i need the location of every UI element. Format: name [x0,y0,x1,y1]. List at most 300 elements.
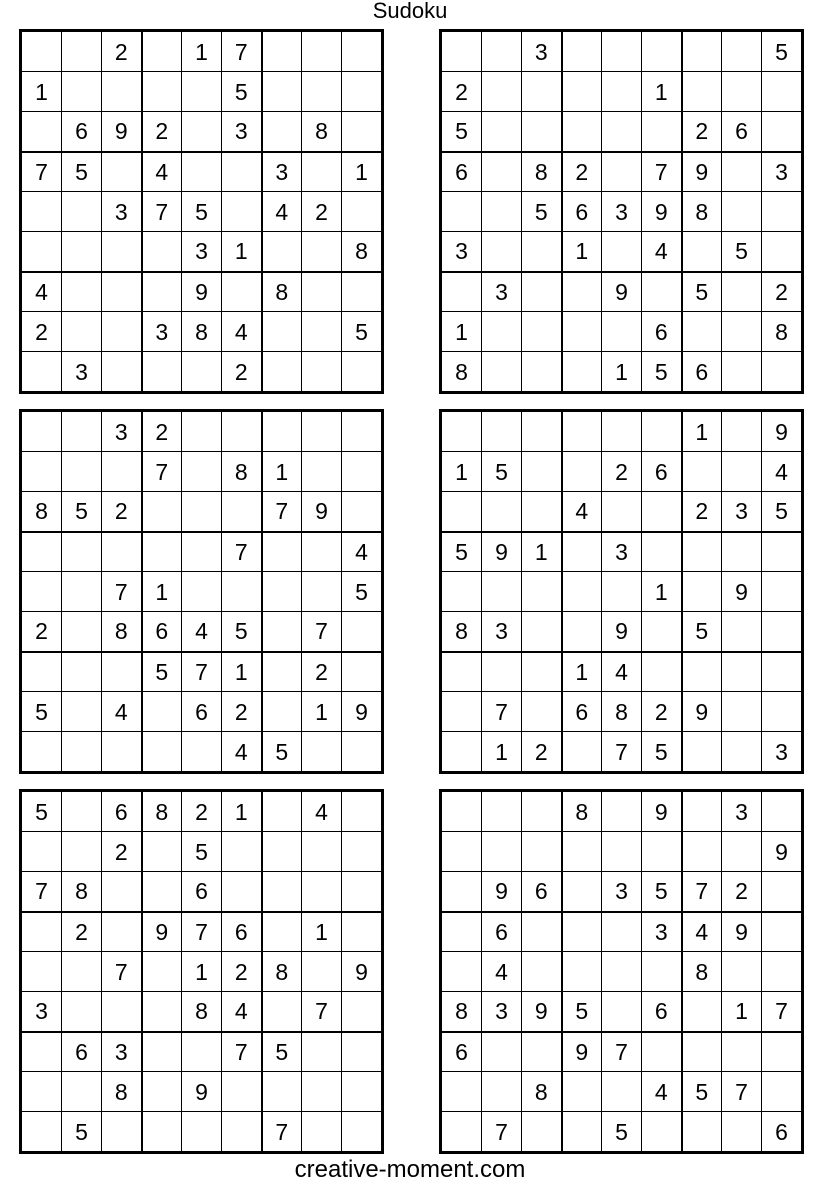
grid-row [22,572,382,612]
grid-cell: 4 [642,232,682,272]
grid-cell [102,272,142,312]
grid-cell [562,612,602,652]
grid-cell [522,612,562,652]
grid-cell: 1 [562,652,602,692]
grid-cell: 7 [602,1032,642,1072]
grid-cell [522,652,562,692]
grid-cell [22,352,62,392]
grid-cell [222,192,262,232]
grid-row [22,412,382,452]
grid-cell [602,32,642,72]
grid-cell [442,912,482,952]
grid-cell [562,272,602,312]
grid-cell [762,952,802,992]
grid-cell [682,792,722,832]
grid-row [442,912,802,952]
grid-cell [342,872,382,912]
grid-cell: 8 [442,352,482,392]
grid-cell: 5 [642,352,682,392]
grid-cell: 4 [262,192,302,232]
grid-cell [342,1032,382,1072]
grid-cell: 5 [22,792,62,832]
grid-cell [22,112,62,152]
grid-cell: 5 [22,692,62,732]
grid-cell: 2 [722,872,762,912]
grid-cell [62,192,102,232]
grid-cell: 8 [182,312,222,352]
grid-cell [722,532,762,572]
grid-cell: 6 [142,612,182,652]
grid-cell [762,192,802,232]
grid-row [442,112,802,152]
grid-cell [62,792,102,832]
grid-cell [682,532,722,572]
grid-cell [102,152,142,192]
grid-cell: 2 [102,32,142,72]
grid-cell [762,692,802,732]
grid-cell [442,1072,482,1112]
grid-cell [62,692,102,732]
grid-cell [142,532,182,572]
grid-row [442,532,802,572]
grid-cell [62,572,102,612]
grid-cell [642,412,682,452]
grid-cell [602,792,642,832]
grid-cell: 9 [522,992,562,1032]
grid-cell [262,612,302,652]
grid-row [22,232,382,272]
grid-cell [222,1072,262,1112]
grid-cell [262,32,302,72]
grid-cell: 3 [102,192,142,232]
grid-cell: 8 [22,492,62,532]
grid-row [442,412,802,452]
grid-cell: 4 [642,1072,682,1112]
grid-cell [682,732,722,772]
grid-cell: 3 [642,912,682,952]
grid-row [22,352,382,392]
grid-row [442,952,802,992]
grid-cell: 5 [262,1032,302,1072]
grid-cell [522,792,562,832]
grid-row [22,192,382,232]
grid-cell [442,792,482,832]
grid-cell [562,912,602,952]
grid-row [22,872,382,912]
grid-cell [262,72,302,112]
grid-cell: 8 [262,952,302,992]
grid-cell: 7 [762,992,802,1032]
grid-cell: 5 [522,192,562,232]
grid-cell [262,352,302,392]
grid-cell [762,532,802,572]
grid-cell [262,232,302,272]
grid-cell [522,352,562,392]
grid-cell: 2 [22,612,62,652]
grid-cell [222,492,262,532]
grid-cell: 5 [182,192,222,232]
grid-cell [22,32,62,72]
grid-cell: 6 [482,912,522,952]
grid-row [22,952,382,992]
grid-cell [62,32,102,72]
grid-cell: 2 [442,72,482,112]
grid-cell: 9 [762,832,802,872]
grid-cell [142,872,182,912]
grid-cell: 8 [222,452,262,492]
grid-cell [522,912,562,952]
grid-cell: 1 [442,452,482,492]
grid-cell: 2 [302,652,342,692]
grid-cell: 3 [482,992,522,1032]
grid-cell [302,272,342,312]
grid-cell [342,652,382,692]
grid-cell [522,492,562,532]
grid-cell [642,612,682,652]
grid-cell [342,732,382,772]
grid-cell [722,272,762,312]
grid-cell: 4 [682,912,722,952]
grid-row [22,1032,382,1072]
grid-cell [442,412,482,452]
grid-cell [22,412,62,452]
grid-cell [302,1032,342,1072]
grid-row [22,492,382,532]
grid-cell: 7 [482,692,522,732]
grid-cell: 1 [222,232,262,272]
grid-cell: 5 [762,492,802,532]
grid-cell: 5 [642,872,682,912]
grid-cell [182,732,222,772]
grid-cell [142,32,182,72]
grid-cell: 4 [142,152,182,192]
grid-cell [722,352,762,392]
grid-row [442,1032,802,1072]
grid-cell [262,312,302,352]
grid-cell: 3 [602,532,642,572]
grid-cell [602,112,642,152]
grid-cell [722,72,762,112]
grid-cell [262,872,302,912]
grid-cell [142,232,182,272]
grid-cell [522,232,562,272]
grid-cell [342,792,382,832]
grid-cell [522,112,562,152]
grid-row [442,492,802,532]
grid-cell [302,452,342,492]
grid-row [442,72,802,112]
grid-cell [142,832,182,872]
grid-cell [342,492,382,532]
grid-cell [342,112,382,152]
grid-cell [182,452,222,492]
grid-cell [562,412,602,452]
grid-cell: 5 [682,612,722,652]
grid-cell [102,72,142,112]
grid-cell: 5 [62,492,102,532]
grid-cell [142,272,182,312]
grid-cell: 7 [222,32,262,72]
grid-cell [602,492,642,532]
grid-cell [722,452,762,492]
grid-row [442,732,802,772]
grid-cell: 1 [182,32,222,72]
grid-cell [562,952,602,992]
grid-cell [642,32,682,72]
grid-cell [602,412,642,452]
grid-row [22,612,382,652]
grid-cell: 2 [182,792,222,832]
grid-cell [522,832,562,872]
grid-cell: 6 [62,1032,102,1072]
grid-cell: 9 [682,152,722,192]
grid-cell [22,1072,62,1112]
grid-cell: 9 [482,872,522,912]
grid-cell [602,992,642,1032]
grid-cell [262,912,302,952]
grid-cell: 8 [562,792,602,832]
grid-cell [142,1112,182,1152]
grid-cell [562,72,602,112]
grid-cell [142,952,182,992]
grid-cell: 1 [302,912,342,952]
grid-cell [522,412,562,452]
grid-cell: 4 [222,992,262,1032]
grid-cell [762,872,802,912]
grid-row [442,1112,802,1152]
grid-cell [182,1112,222,1152]
grid-cell [602,832,642,872]
grid-cell: 9 [762,412,802,452]
grid-cell [442,872,482,912]
grid-row [442,612,802,652]
grid-cell [562,532,602,572]
grid-cell [762,792,802,832]
grid-cell: 9 [342,952,382,992]
grid-cell: 4 [482,952,522,992]
grid-row [22,72,382,112]
grid-cell: 7 [22,152,62,192]
grid-row [442,312,802,352]
grid-cell [442,732,482,772]
grid-cell [62,272,102,312]
grid-cell [722,312,762,352]
grid-cell [722,192,762,232]
grid-cell [102,352,142,392]
grid-cell [482,312,522,352]
grid-cell [562,1112,602,1152]
grid-cell [442,1112,482,1152]
grid-cell: 3 [722,792,762,832]
grid-cell [342,912,382,952]
grid-cell: 7 [102,952,142,992]
grid-cell: 8 [342,232,382,272]
grid-cell: 6 [182,872,222,912]
grid-cell [182,572,222,612]
grid-cell: 9 [562,1032,602,1072]
grid-cell: 9 [342,692,382,732]
grid-cell [442,692,482,732]
grid-cell [682,572,722,612]
grid-cell [22,652,62,692]
grid-cell [682,992,722,1032]
grid-cell [642,532,682,572]
grid-row [442,192,802,232]
grid-cell: 1 [642,72,682,112]
grid-cell [222,832,262,872]
grid-cell: 9 [142,912,182,952]
grid-cell [482,492,522,532]
grid-cell: 7 [22,872,62,912]
grid-row [22,912,382,952]
grid-cell [182,532,222,572]
grid-cell [482,232,522,272]
grid-cell: 5 [142,652,182,692]
grid-cell: 4 [302,792,342,832]
grid-cell: 9 [642,792,682,832]
grid-cell: 5 [182,832,222,872]
grid-row [442,152,802,192]
grid-cell [522,312,562,352]
grid-cell [22,1032,62,1072]
grid-cell: 5 [602,1112,642,1152]
grid-cell: 1 [262,452,302,492]
grid-cell: 4 [762,452,802,492]
grid-cell [562,1072,602,1112]
grid-cell: 6 [522,872,562,912]
grid-row [22,832,382,872]
grid-cell [302,232,342,272]
grid-cell [302,872,342,912]
grid-cell [722,412,762,452]
grid-cell: 2 [602,452,642,492]
grid-cell: 2 [682,112,722,152]
grid-cell [22,532,62,572]
grid-row [22,112,382,152]
grid-cell [262,692,302,732]
grid-cell [442,832,482,872]
grid-cell [302,732,342,772]
grid-cell [222,272,262,312]
grid-cell [682,312,722,352]
grid-row [442,452,802,492]
grid-cell [262,532,302,572]
grid-cell: 7 [142,452,182,492]
grid-cell [62,832,102,872]
grid-cell: 3 [102,412,142,452]
grid-cell: 6 [442,1032,482,1072]
grid-cell [522,1032,562,1072]
grid-cell: 2 [142,412,182,452]
grid-cell [562,572,602,612]
grid-cell [262,412,302,452]
grid-cell [682,72,722,112]
grid-cell: 6 [222,912,262,952]
grid-cell [102,452,142,492]
grid-row [22,452,382,492]
grid-cell [62,312,102,352]
grid-cell [482,652,522,692]
grid-cell [262,992,302,1032]
grid-row [22,312,382,352]
grid-cell [522,572,562,612]
grid-cell [342,612,382,652]
grid-cell [102,732,142,772]
grid-cell: 5 [642,732,682,772]
grid-cell [62,732,102,772]
grid-cell: 2 [102,832,142,872]
grid-cell [182,412,222,452]
grid-cell [302,312,342,352]
grid-cell [562,452,602,492]
grid-cell: 6 [682,352,722,392]
grid-cell: 2 [222,952,262,992]
grid-cell [762,652,802,692]
grid-row [442,32,802,72]
grid-cell: 1 [142,572,182,612]
grid-cell: 3 [142,312,182,352]
grid-cell: 6 [642,312,682,352]
grid-cell: 7 [302,612,342,652]
grid-cell [222,1112,262,1152]
grid-cell: 7 [482,1112,522,1152]
grid-row [442,272,802,312]
grid-cell: 1 [222,792,262,832]
grid-cell: 3 [222,112,262,152]
grid-cell [442,952,482,992]
grid-row [442,692,802,732]
grid-cell [62,952,102,992]
grid-cell: 7 [182,652,222,692]
grid-cell [102,532,142,572]
page-title: Sudoku [372,0,448,23]
grid-cell [102,312,142,352]
grid-cell: 8 [442,992,482,1032]
grid-cell [342,1072,382,1112]
grid-row [22,692,382,732]
grid-cell [262,832,302,872]
sudoku-grid [441,31,802,392]
grid-cell [22,1112,62,1152]
grid-cell [102,232,142,272]
grid-cell [342,192,382,232]
grid-cell: 1 [442,312,482,352]
grid-cell [262,1072,302,1112]
grid-cell: 4 [342,532,382,572]
grid-cell [262,652,302,692]
grid-cell: 1 [562,232,602,272]
grid-cell: 7 [302,992,342,1032]
grid-cell: 3 [442,232,482,272]
grid-cell [762,112,802,152]
grid-cell: 6 [442,152,482,192]
grid-cell [482,412,522,452]
grid-cell [222,872,262,912]
grid-cell: 9 [722,912,762,952]
grid-cell [222,152,262,192]
grid-cell [762,572,802,612]
grid-cell [222,412,262,452]
grid-cell [102,992,142,1032]
grid-cell: 3 [602,192,642,232]
grid-cell [482,792,522,832]
grid-cell [22,572,62,612]
grid-cell [302,352,342,392]
grid-cell: 9 [682,692,722,732]
grid-cell [182,112,222,152]
grid-cell: 2 [102,492,142,532]
grid-cell [142,1032,182,1072]
